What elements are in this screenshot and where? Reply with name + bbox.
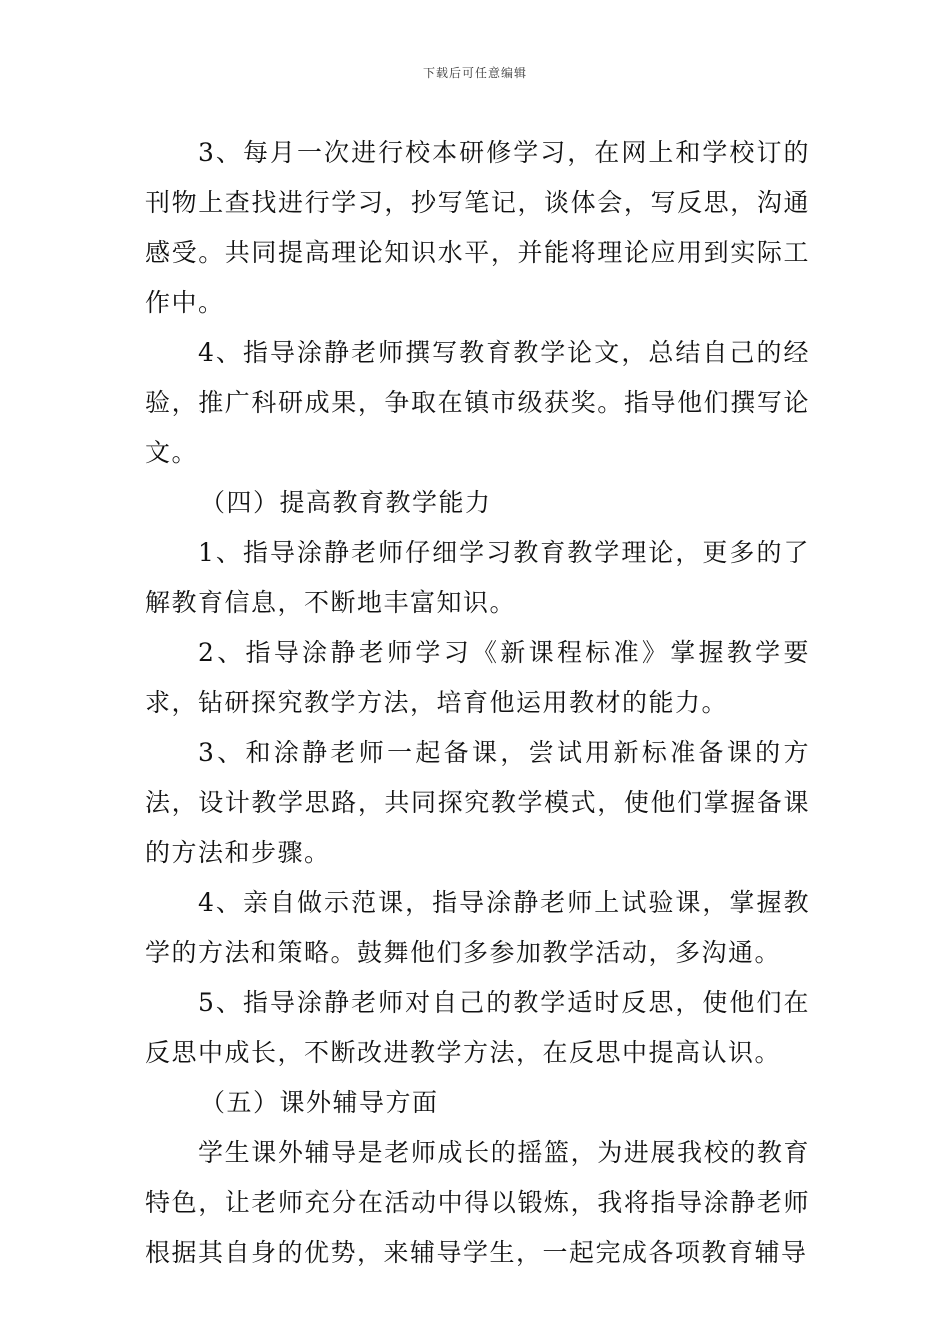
paragraph-tutoring: 学生课外辅导是老师成长的摇篮，为进展我校的教育特色，让老师充分在活动中得以锻炼，我将指导涂静老师根据其自身的优势，来辅导学生，一起完成各项教育辅导 xyxy=(145,1138,810,1267)
paragraph-study: 3、每月一次进行校本研修学习，在网上和学校订的刊物上查找进行学习，抄写笔记，谈体会，写反思，沟通感受。共同提高理论知识水平，并能将理论应用到实际工作中。 xyxy=(145,138,810,317)
page-header: 下载后可任意编辑 xyxy=(422,66,527,80)
paragraph-curriculum: 2、指导涂静老师学习《新课程标准》掌握教学要求，钻研探究教学方法，培育他运用教材的能力。 xyxy=(145,638,810,717)
paragraph-papers: 4、指导涂静老师撰写教育教学论文，总结自己的经验，推广科研成果，争取在镇市级获奖。指导他们撰写论文。 xyxy=(145,338,810,467)
paragraph-reflection: 5、指导涂静老师对自己的教学适时反思，使他们在反思中成长，不断改进教学方法，在反思中提高认识。 xyxy=(145,988,810,1067)
section-heading-5: （五）课外辅导方面 xyxy=(200,1088,439,1117)
document-body xyxy=(145,128,810,1278)
section-heading-4: （四）提高教育教学能力 xyxy=(200,488,492,517)
paragraph-theory: 1、指导涂静老师仔细学习教育教学理论，更多的了解教育信息，不断地丰富知识。 xyxy=(145,538,810,617)
paragraph-lesson-prep: 3、和涂静老师一起备课，尝试用新标准备课的方法，设计教学思路，共同探究教学模式，使他们掌握备课的方法和步骤。 xyxy=(145,738,810,867)
paragraph-demo-class: 4、亲自做示范课，指导涂静老师上试验课，掌握教学的方法和策略。鼓舞他们多参加教学活动，多沟通。 xyxy=(145,888,810,967)
